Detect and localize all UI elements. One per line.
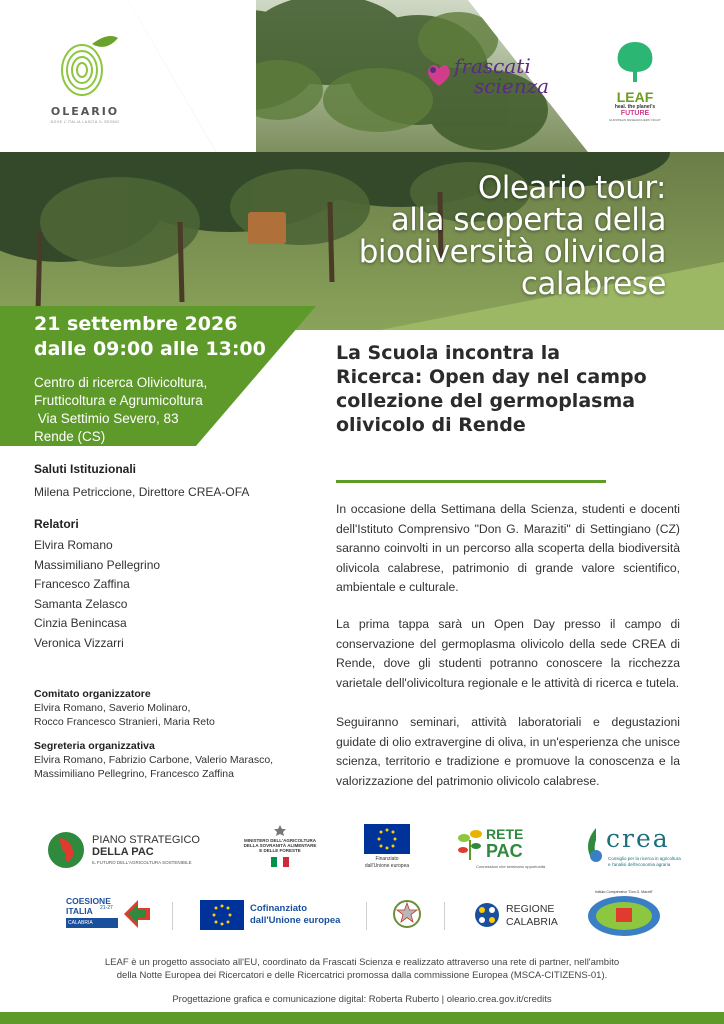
saluti-section: [34, 462, 249, 503]
coesione-line-2: ITALIA: [66, 906, 93, 916]
leaf-tagline-3: EUROPEAN RESEARCHERS' NIGHT: [609, 118, 661, 122]
oleario-tagline: DOVE L'ITALIA LASCIA IL SEGNO: [50, 120, 120, 124]
comitato-title: Comitato organizzatore: [34, 688, 151, 700]
segreteria-line: Elvira Romano, Fabrizio Carbone, Valerio Marasco,: [34, 754, 274, 766]
venue-line: Via Settimio Severo, 83: [34, 411, 179, 426]
event-time: dalle 09:00 alle 13:00: [34, 338, 266, 360]
italian-republic-emblem: [392, 898, 424, 930]
regione-calabria-logo: [474, 898, 574, 932]
saluti-text: Milena Petriccione, Direttore CREA-OFA: [34, 485, 250, 499]
subtitle-line: olivicolo di Rende: [336, 414, 526, 436]
pac-line-2: DELLA PAC: [92, 846, 154, 858]
pac-logo: [46, 828, 206, 872]
frascati-heart-icon: [424, 60, 454, 90]
coesione-line-3: 21-27: [100, 905, 113, 911]
event-venue: [34, 374, 207, 446]
crea-drop-icon: [582, 826, 604, 866]
oleario-wordmark: OLEARIO: [50, 105, 120, 118]
footer-note-line: della Notte Europea dei Ricercatori e delle Ricercatrici promossa dalla commissione Europea (MSCA-CITIZENS-01).: [116, 970, 608, 981]
eu-flag-icon: [200, 900, 244, 930]
venue-line: Centro di ricerca Olivicoltura,: [34, 375, 208, 390]
coesione-line-4: CALABRIA: [66, 918, 118, 928]
eu-cofunded-line-1: Cofinanziato: [250, 903, 307, 914]
ministero-line-2: DELLA SOVRANITÀ ALIMENTARE: [243, 843, 317, 848]
partner-logos-row-2: [0, 888, 724, 944]
scienza-word: scienza: [474, 74, 550, 98]
footer-note: [60, 956, 664, 982]
credits-line: Progettazione grafica e comunicazione digital: Roberta Ruberto | oleario.crea.gov.it/credits: [172, 994, 552, 1005]
partner-logos-row-1: [0, 822, 724, 878]
regione-line-1: REGIONE: [506, 903, 555, 915]
logo-separator: [444, 902, 445, 930]
crea-wordmark: crea: [606, 824, 670, 853]
school-logo: [584, 890, 664, 938]
comitato-line: Rocco Francesco Stranieri, Maria Reto: [34, 716, 215, 728]
subtitle-divider: [336, 480, 606, 483]
relatori-section: [34, 517, 160, 654]
eu-funded-logo: [356, 824, 418, 870]
relatori-title: Relatori: [34, 517, 79, 531]
subtitle-line: collezione del germoplasma: [336, 390, 636, 412]
relatore-name: Samanta Zelasco: [34, 596, 128, 611]
coesione-italia-logo: [66, 896, 156, 934]
crea-line-1: Consiglio per la ricerca in agricoltura: [608, 856, 681, 861]
eu-flag-icon: [364, 824, 410, 854]
segreteria-line: Massimiliano Pellegrino, Francesco Zaffina: [34, 768, 234, 780]
ministero-line-1: MINISTERO DELL'AGRICOLTURA: [244, 838, 316, 843]
republic-emblem-icon: [392, 898, 422, 930]
venue-line: Rende (CS): [34, 429, 106, 444]
relatore-name: Elvira Romano: [34, 538, 113, 552]
subtitle-line: Ricerca: Open day nel campo: [336, 366, 647, 388]
school-line: Istituto Comprensivo "Don G. Marziti": [595, 890, 653, 894]
eu-funded-line-1: Finanziato: [375, 856, 399, 862]
rete-pac-word-1: RETE: [486, 826, 524, 842]
pac-line-1: PIANO STRATEGICO: [92, 834, 200, 846]
frascati-word: frascati: [454, 54, 531, 78]
segreteria-section: [34, 740, 273, 781]
oleario-logo: [40, 30, 130, 124]
coesione-line-1: COESIONE: [66, 896, 111, 906]
school-badge-icon: [584, 890, 664, 938]
comitato-section: [34, 688, 215, 729]
tree-icon: [614, 40, 656, 84]
rete-pac-word-2: PAC: [486, 841, 523, 861]
ministero-line-3: E DELLE FORESTE: [259, 848, 301, 853]
rete-pac-tagline: Connessioni che seminano opportunità: [476, 864, 546, 869]
relatore-name: Francesco Zaffina: [34, 577, 130, 592]
frascati-scienza-logo: [424, 52, 574, 102]
logo-separator: [366, 902, 367, 930]
hero-title-line: Oleario tour:: [477, 170, 666, 206]
header: [0, 0, 724, 152]
crea-logo: [582, 824, 686, 874]
pac-line-3: IL FUTURO DELL'AGRICOLTURA SOSTENIBILE: [92, 860, 192, 865]
ministero-logo: [240, 824, 320, 867]
italian-emblem-icon: [273, 824, 287, 838]
relatore-name: Veronica Vizzarri: [34, 635, 124, 650]
event-subtitle: [336, 341, 696, 437]
hero-title-line: biodiversità olivicola: [358, 234, 666, 270]
body-paragraph-2: La prima tappa sarà un Open Day presso il campo di conservazione del germoplasma olivicolo della sede CREA di Rende, dove gli studenti potranno conoscere la ricchezza varietale dell'olivicoltura regionale e le attività di ricerca e tutela.: [336, 617, 680, 690]
relatore-name: Cinzia Benincasa: [34, 616, 127, 631]
eu-funded-line-2: dall'Unione europea: [364, 863, 410, 869]
saluti-title: Saluti Istituzionali: [34, 462, 137, 476]
leaf-tagline-2: FUTURE: [620, 110, 650, 117]
eu-cofunded-line-2: dall'Unione europea: [250, 915, 341, 926]
leaf-word: LEAF: [616, 89, 654, 105]
venue-line: Frutticoltura e Agrumicoltura: [34, 393, 203, 408]
bottom-green-bar: [0, 1012, 724, 1024]
footer-note-line: LEAF è un progetto associato all'EU, coordinato da Frascati Scienza e realizzato attraverso una rete di partner, nell'ambito: [104, 957, 620, 968]
plant-sprout-icon: [456, 826, 484, 862]
eu-cofunded-logo: [200, 900, 350, 930]
hero-title: [359, 172, 666, 300]
fingerprint-olive-icon: [50, 30, 120, 98]
hero-title-line: calabrese: [520, 266, 666, 302]
hero-title-line: alla scoperta della: [390, 202, 666, 238]
calabria-crest-icon: [474, 900, 500, 930]
segreteria-title: Segreteria organizzativa: [34, 740, 155, 752]
body-paragraph-3: Seguiranno seminari, attività laboratoriali e degustazioni guidate di olio extravergine di oliva, in un'esperienza che unisce scienza, territorio e tradizione e promuove la conoscenza e la valorizzazione del patrimonio olivicolo calabrese.: [336, 715, 680, 788]
rete-pac-logo: [456, 824, 546, 874]
comitato-line: Elvira Romano, Saverio Molinaro,: [34, 702, 191, 714]
coesione-arrow-icon: [122, 898, 152, 928]
relatore-name: Massimiliano Pellegrino: [34, 557, 161, 572]
event-date: 21 settembre 2026: [34, 313, 238, 335]
crea-line-2: e l'analisi dell'economia agraria: [608, 862, 671, 867]
italian-flag-icon: [271, 857, 289, 867]
subtitle-line: La Scuola incontra la: [336, 342, 561, 364]
body-paragraph-1: In occasione della Settimana della Scienza, studenti e docenti dell'Istituto Comprensivo "Don G. Maraziti" di Settingiano (CZ) saranno coinvolti in un percorso alla scoperta della biodiversità olivicola calabrese, patrimonio di grande valore scientifico, ambientale e culturale.: [336, 502, 680, 594]
regione-line-2: CALABRIA: [506, 916, 558, 928]
leaf-logo: [600, 40, 670, 122]
leaf-tagline-1: heal. the planet's: [614, 104, 656, 110]
italy-map-icon: [46, 830, 86, 870]
logo-separator: [172, 902, 173, 930]
